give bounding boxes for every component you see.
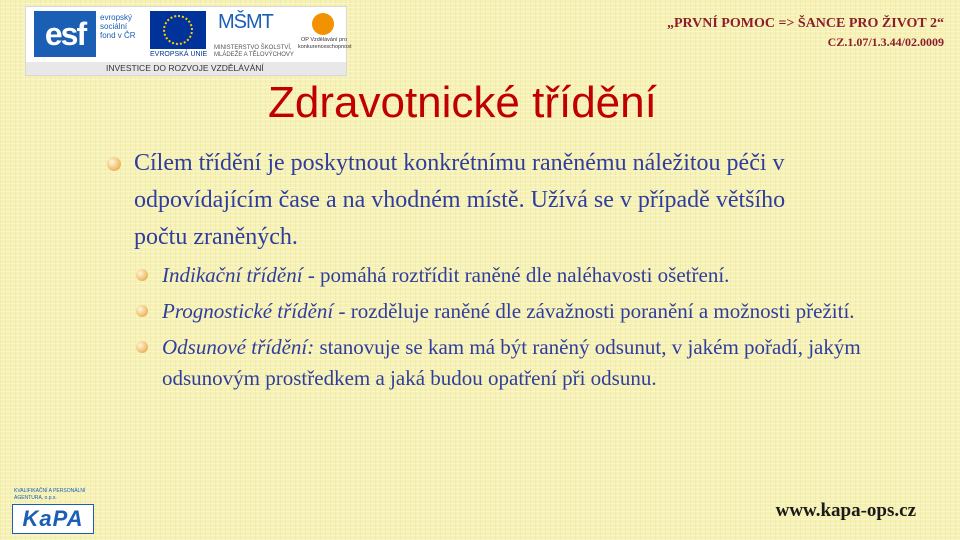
- project-header: [667, 14, 944, 50]
- eu-logo-text: EVROPSKÁ UNIE: [150, 51, 208, 58]
- project-code: CZ.1.07/1.3.44/02.0009: [827, 35, 944, 49]
- kapa-logo: [12, 488, 94, 530]
- msmt-logo-text: MINISTERSTVO ŠKOLSTVÍ, MLÁDEŽE A TĚLOVÝCHOVY: [214, 45, 294, 58]
- bullet-dot-icon: [136, 305, 148, 317]
- kapa-logo-mark: KaPA: [12, 504, 94, 534]
- bullet-prognosticke-text: - rozděluje raněné dle závažnosti poranění a možnosti přežití.: [333, 299, 855, 323]
- bullet-odsunove: [162, 332, 932, 394]
- bullet-odsunove-text: stanovuje se kam má být raněný odsunut, v jakém pořadí, jakým odsunovým prostředkem a jaká budou opatření při odsunu.: [162, 335, 861, 390]
- kapa-agency-name: KVALIFIKAČNÍ A PERSONÁLNÍ AGENTURA, o.p.s.: [14, 488, 86, 501]
- bullet-odsunove-term: Odsunové třídění:: [162, 335, 315, 359]
- bullet-dot-icon: [136, 269, 148, 281]
- partner-logos-strip: [25, 6, 352, 76]
- eu-flag-icon: [150, 11, 206, 49]
- slide-title: Zdravotnické třídění: [268, 78, 657, 127]
- op-logo-text: OP Vzdělávání pro konkurenceschopnost: [298, 37, 352, 50]
- bullet-prognosticke-term: Prognostické třídění: [162, 299, 334, 323]
- invest-banner: INVESTICE DO ROZVOJE VZDĚLÁVÁNÍ: [26, 62, 346, 75]
- project-name: „PRVNÍ POMOC => ŠANCE PRO ŽIVOT 2“: [666, 16, 944, 31]
- bullet-indikacni-text: - pomáhá roztřídit raněné dle naléhavosti ošetření.: [302, 263, 730, 287]
- esf-logo-text: evropský sociální fond v ČR: [100, 13, 136, 40]
- bullet-indikacni: [162, 260, 892, 291]
- bullet-dot-icon: [136, 341, 148, 353]
- bullet-dot-icon: [107, 157, 121, 171]
- bullet-indikacni-term: Indikační třídění: [162, 263, 303, 287]
- slide-content: [0, 145, 960, 394]
- bullet-prognosticke: [162, 296, 922, 327]
- bullet-main: [134, 145, 834, 256]
- eu-stars-icon: [163, 15, 193, 45]
- bullet-main-text: Cílem třídění je poskytnout konkrétnímu raněnému náležitou péči v odpovídajícím čase a na vhodném místě. Užívá se v případě většího počtu zraněných.: [134, 150, 786, 250]
- footer-website-url: www.kapa-ops.cz: [775, 500, 916, 521]
- op-logo-icon: [312, 13, 334, 35]
- msmt-logo: MŠMT: [218, 11, 273, 33]
- esf-logo: esf: [34, 11, 96, 57]
